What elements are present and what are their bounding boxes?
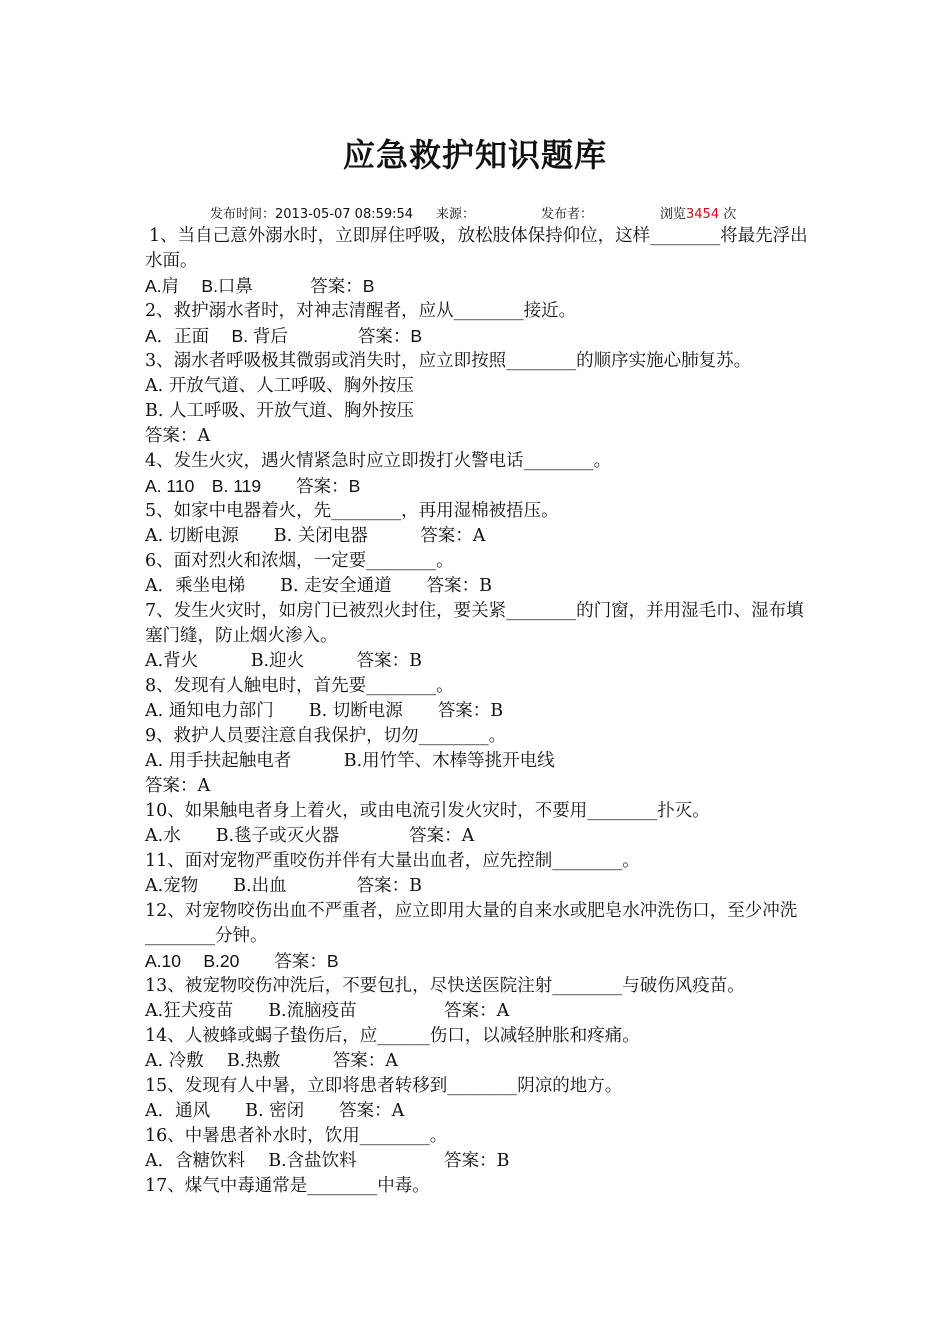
source-label: 来源： — [436, 207, 476, 222]
publisher-label: 发布者： — [541, 207, 594, 222]
options-11: A.宠物 B.出血 答案：B — [145, 876, 422, 896]
question-16: 16、中暑患者补水时，饮用________。 — [145, 1126, 448, 1146]
question-5: 5、如家中电器着火，先________，再用湿棉被捂压。 — [145, 501, 559, 521]
question-14: 14、人被蜂或蝎子蛰伤后，应______伤口，以减轻肿胀和疼痛。 — [145, 1026, 640, 1046]
answer-9: 答案：A — [145, 776, 211, 796]
options-8: A. 通知电力部门 B. 切断电源 答案：B — [145, 701, 504, 721]
question-10: 10、如果触电者身上着火，或由电流引发火灾时，不要用________扑灭。 — [145, 801, 710, 821]
question-1: 1、当自己意外溺水时，立即屏住呼吸，放松肢体保持仰位，这样________将最先浮出水面。 — [145, 226, 808, 271]
page-title: 应急救护知识题库 — [342, 136, 607, 174]
answer-3: 答案：A — [145, 426, 211, 446]
views-counter — [660, 203, 736, 222]
option-3b: B. 人工呼吸、开放气道、胸外按压 — [145, 401, 414, 421]
options-4: A. 110 B. 119 答案：B — [145, 476, 361, 496]
question-11: 11、面对宠物严重咬伤并伴有大量出血者，应先控制________。 — [145, 851, 640, 871]
option-3a: A. 开放气道、人工呼吸、胸外按压 — [145, 376, 414, 396]
question-15: 15、发现有人中暑，立即将患者转移到________阴凉的地方。 — [145, 1076, 623, 1096]
options-14: A. 冷敷 B.热敷 答案：A — [145, 1051, 398, 1071]
options-7: A.背火 B.迎火 答案：B — [145, 651, 422, 671]
question-2: 2、救护溺水者时，对神志清醒者，应从________接近。 — [145, 301, 577, 321]
publish-time: 发布时间：2013-05-07 08:59:54 — [210, 207, 414, 222]
question-6: 6、面对烈火和浓烟，一定要________。 — [145, 551, 454, 571]
views-unit: 次 — [723, 207, 737, 222]
options-10: A.水 B.毯子或灭火器 答案：A — [145, 826, 475, 846]
options-5: A. 切断电源 B. 关闭电器 答案：A — [145, 526, 486, 546]
question-12: 12、对宠物咬伤出血不严重者，应立即用大量的自来水或肥皂水冲洗伤口，至少冲洗________分钟。 — [145, 901, 798, 946]
options-6: A．乘坐电梯 B. 走安全通道 答案：B — [145, 576, 492, 596]
views-count: 3454 — [686, 207, 720, 222]
question-4: 4、发生火灾，遇火情紧急时应立即拨打火警电话________。 — [145, 451, 612, 471]
question-13: 13、被宠物咬伤冲洗后，不要包扎，尽快送医院注射________与破伤风疫苗。 — [145, 976, 745, 996]
options-13: A.狂犬疫苗 B.流脑疫苗 答案：A — [145, 1001, 510, 1021]
question-list — [145, 224, 810, 1199]
options-2: A．正面 B. 背后 答案：B — [145, 326, 423, 346]
options-12: A.10 B.20 答案：B — [145, 951, 339, 971]
views-label: 浏览 — [660, 207, 687, 222]
question-3: 3、溺水者呼吸极其微弱或消失时，应立即按照________的顺序实施心肺复苏。 — [145, 351, 752, 371]
question-8: 8、发现有人触电时，首先要________。 — [145, 676, 454, 696]
options-16: A．含糖饮料 B.含盐饮料 答案：B — [145, 1151, 510, 1171]
question-7: 7、发生火灾时，如房门已被烈火封住，要关紧________的门窗，并用湿毛巾、湿布填塞门缝，防止烟火渗入。 — [145, 601, 804, 646]
options-15: A．通风 B. 密闭 答案：A — [145, 1101, 405, 1121]
options-1: A.肩 B.口鼻 答案：B — [145, 276, 375, 296]
question-17: 17、煤气中毒通常是________中毒。 — [145, 1176, 430, 1196]
question-9: 9、救护人员要注意自我保护，切勿________。 — [145, 726, 507, 746]
options-9: A. 用手扶起触电者 B.用竹竿、木棒等挑开电线 — [145, 751, 555, 771]
